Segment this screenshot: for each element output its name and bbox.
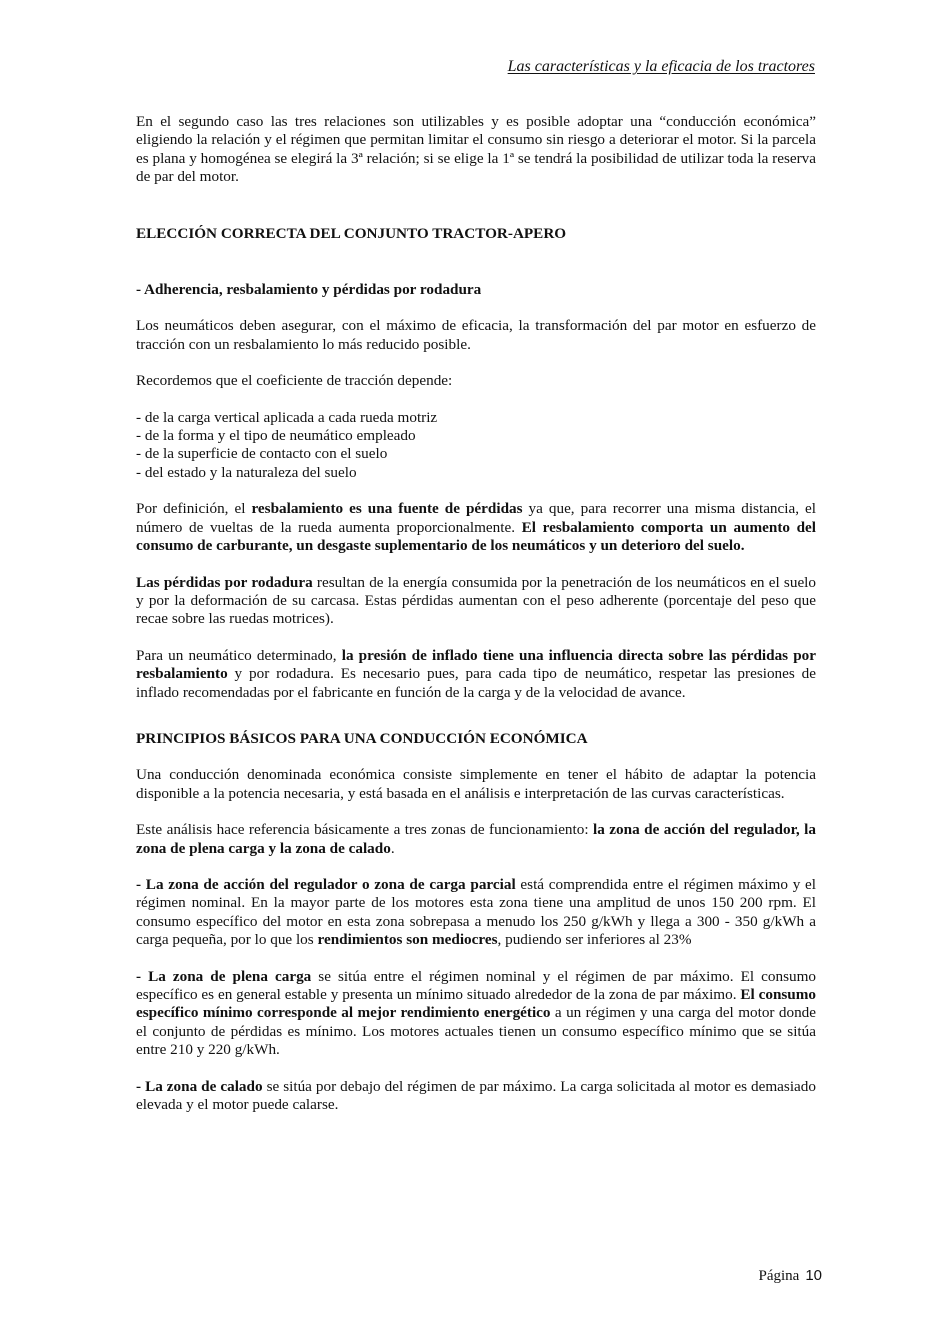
paragraph-conduccion: Una conducción denominada económica consiste simplemente en tener el hábito de adaptar la potencia disponible a la potencia necesaria, y está basada en el análisis e interpretación de las curvas características. [136, 766, 816, 802]
bold-text: la presión de inflado tiene una influencia directa sobre las pérdidas por resbalamiento [136, 646, 817, 683]
section-heading-conduccion-economica: PRINCIPIOS BÁSICOS PARA UNA CONDUCCIÓN ECONÓMICA [136, 729, 588, 747]
paragraph-neumaticos: Los neumáticos deben asegurar, con el máximo de eficacia, la transformación del par motor en esfuerzo de tracción con un resbalamiento lo más reducido posible. [136, 317, 816, 353]
page-footer [758, 1267, 822, 1285]
text-run: se sitúa entre el régimen nominal y el régimen de par máximo. El consumo específico es en general estable y presenta un mínimo situado alrededor de la zona de par máximo. [136, 967, 816, 1003]
paragraph-zona-plena-carga [136, 968, 816, 1060]
bold-text: Las pérdidas por rodadura [136, 573, 313, 591]
paragraph-rodadura [136, 574, 816, 629]
text-run: Para un neumático determinado, [136, 646, 342, 664]
text-run: , pudiendo ser inferiores al 23% [497, 931, 692, 949]
intro-paragraph: En el segundo caso las tres relaciones son utilizables y es posible adoptar una “conducción económica” eligiendo la relación y el régimen que permitan limitar el consumo sin riesgo a deteriorar el motor. Si la parcela es plana y homogénea se elegirá la 3ª relación; si se elige la 1ª se tendrá la posibilidad de utilizar toda la reserva de par del motor. [136, 113, 816, 186]
bold-text: la zona de acción del regulador, la zona de plena carga y la zona de calado [136, 821, 816, 857]
bold-text: - La zona de plena carga [136, 967, 312, 985]
bold-text: - La zona de acción del regulador o zona de carga parcial [136, 875, 516, 893]
bold-text: El consumo específico mínimo corresponde al mejor rendimiento energético [136, 986, 816, 1022]
text-run: Este análisis hace referencia básicamente a tres zonas de funcionamiento: [136, 821, 594, 839]
section-heading-tractor-apero: ELECCIÓN CORRECTA DEL CONJUNTO TRACTOR-APERO [136, 224, 567, 242]
page-body [136, 113, 816, 1114]
text-run: resultan de la energía consumida por la penetración de los neumáticos en el suelo y por la deformación de su carcasa. Estas pérdidas aumentan con el peso adherente (porcentaje del peso que recae sobre las ruedas motrices). [136, 573, 816, 628]
list-item: - de la carga vertical aplicada a cada rueda motriz [136, 408, 438, 426]
subsection-heading-adherencia: - Adherencia, resbalamiento y pérdidas por rodadura [136, 281, 482, 299]
paragraph-zona-calado [136, 1078, 816, 1115]
paragraph-resbalamiento [136, 500, 816, 555]
running-header: Las características y la eficacia de los tractores [507, 58, 815, 75]
list-item: - del estado y la naturaleza del suelo [136, 463, 357, 481]
text-run: . [390, 839, 395, 857]
text-run: ya que, para recorrer una misma distancia, el número de vueltas de la rueda aumenta proporcionalmente. [136, 500, 816, 536]
text-run: está comprendida entre el régimen máximo y el régimen nominal. En la mayor parte de los motores esta zona tiene una amplitud de unos 150 200 rpm. El consumo específico del motor en esta zona sobrepasa a menudo los 250 g/kWh y llega a 300 - 350 g/kWh a carga pequeña, por lo que los [136, 875, 817, 949]
bold-text: resbalamiento es una fuente de pérdidas [251, 500, 523, 518]
paragraph-zonas [136, 821, 816, 858]
paragraph-presion-inflado [136, 647, 816, 702]
text-run: Por definición, el [136, 500, 252, 518]
bold-text: El resbalamiento comporta un aumento del consumo de carburante, un desgaste suplementario de los neumáticos y un deterioro del suelo. [136, 518, 816, 555]
paragraph-zona-regulador [136, 876, 816, 950]
paragraph-coeficiente: Recordemos que el coeficiente de tracción depende: [136, 372, 453, 390]
traction-factors-list [136, 409, 816, 483]
bold-text: rendimientos son mediocres [317, 931, 498, 949]
text-run: y por rodadura. Es necesario pues, para cada tipo de neumático, respetar las presiones de inflado recomendadas por el fabricante en función de la carga y de la velocidad de avance. [136, 665, 816, 701]
text-run: se sitúa por debajo del régimen de par máximo. La carga solicitada al motor es demasiado elevada y el motor puede calarse. [136, 1077, 816, 1114]
text-run: a un régimen y una carga del motor donde el conjunto de pérdidas es mínimo. Los motores actuales tienen un consumo específico mínimo que se sitúa entre 210 y 220 g/kWh. [136, 1004, 816, 1059]
list-item: - de la superficie de contacto con el suelo [136, 445, 388, 463]
page-label: Página [758, 1268, 800, 1284]
bold-text: - La zona de calado [136, 1077, 263, 1095]
list-item: - de la forma y el tipo de neumático empleado [136, 427, 416, 445]
page-number: 10 [805, 1267, 822, 1284]
